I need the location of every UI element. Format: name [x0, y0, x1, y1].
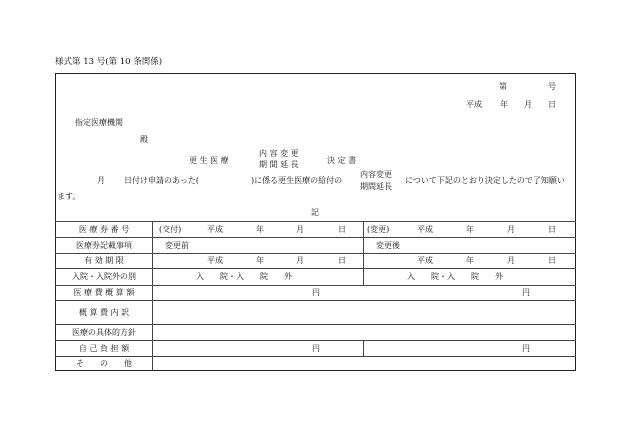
copay-unit-left: 円 — [312, 344, 320, 353]
change-tag: (変更) — [367, 225, 390, 234]
honorific: 殿 — [140, 135, 148, 144]
validity-month-right: 月 — [507, 256, 515, 265]
heading-main: 更 生 医 療 — [189, 156, 229, 165]
estimate-unit-right: 円 — [522, 288, 530, 297]
form-frame — [55, 73, 576, 371]
copay-unit-right: 円 — [522, 344, 530, 353]
body-text2: )に係る更生医療の給付の — [251, 176, 343, 185]
table-col-divider — [363, 340, 364, 356]
validity-year-right: 年 — [466, 256, 474, 265]
heading-decision: 決 定 書 — [327, 156, 357, 165]
validity-year-left: 年 — [256, 256, 264, 265]
inpatient-choice-right: 入 院・入 院 外 — [407, 272, 503, 281]
addressee: 指定医療機関 — [75, 118, 123, 127]
body-lower: 期間延長 — [360, 182, 392, 191]
table-line — [55, 356, 576, 357]
row-label-copay: 自 己 負 担 額 — [78, 344, 130, 353]
date-month: 月 — [524, 100, 532, 109]
body-text1: 日付け申請のあった( — [124, 176, 200, 185]
table-line — [55, 324, 576, 325]
row-label-policy: 医療の具体的方針 — [72, 328, 136, 337]
issue-tag: (交付) — [159, 225, 182, 234]
row-label-estimate: 医 療 費 概 算 額 — [73, 288, 135, 297]
issue-year: 年 — [256, 225, 264, 234]
estimate-unit-left: 円 — [312, 288, 320, 297]
body-month: 月 — [97, 176, 105, 185]
change-era: 平成 — [417, 225, 433, 234]
row-label-ryoken-items: 医療券記載事項 — [76, 241, 132, 250]
date-year: 年 — [500, 100, 508, 109]
table-line — [55, 253, 576, 254]
table-col-divider — [363, 221, 364, 285]
table-line — [55, 340, 576, 341]
body-upper: 内容変更 — [360, 170, 392, 179]
body-text4: ます。 — [57, 192, 81, 201]
validity-day-left: 日 — [338, 256, 346, 265]
table-line — [55, 300, 576, 301]
date-era: 平成 — [466, 100, 482, 109]
table-line — [55, 237, 576, 238]
validity-month-left: 月 — [296, 256, 304, 265]
number-dai: 第 — [499, 82, 507, 91]
after-change-label: 変更後 — [376, 241, 400, 250]
ki-mark: 記 — [311, 208, 319, 217]
change-month: 月 — [507, 225, 515, 234]
inpatient-choice-left: 入 院・入 院 外 — [196, 272, 292, 281]
body-text3: について下記のとおり決定したので了知願い — [405, 176, 565, 185]
table-top-line — [55, 221, 576, 222]
change-day: 日 — [548, 225, 556, 234]
row-label-other: そ の 他 — [76, 359, 132, 368]
number-go: 号 — [548, 82, 556, 91]
form-title: 様式第 13 号(第 10 条関係) — [55, 57, 163, 67]
issue-month: 月 — [296, 225, 304, 234]
validity-era-left: 平成 — [207, 256, 223, 265]
row-label-inpatient: 入院・入院外の別 — [72, 272, 136, 281]
table-line — [55, 285, 576, 286]
heading-upper: 内 容 変 更 — [259, 149, 299, 158]
heading-lower: 期 間 延 長 — [259, 160, 299, 169]
validity-day-right: 日 — [548, 256, 556, 265]
table-line — [55, 268, 576, 269]
row-label-breakdown: 概 算 費 内 訳 — [78, 308, 130, 317]
issue-day: 日 — [338, 225, 346, 234]
before-change-label: 変更前 — [165, 241, 189, 250]
validity-era-right: 平成 — [417, 256, 433, 265]
change-year: 年 — [466, 225, 474, 234]
row-label-validity: 有 効 期 限 — [84, 256, 124, 265]
row-label-ryoken-number: 医 療 券 番 号 — [78, 225, 130, 234]
date-day: 日 — [548, 100, 556, 109]
issue-era: 平成 — [207, 225, 223, 234]
